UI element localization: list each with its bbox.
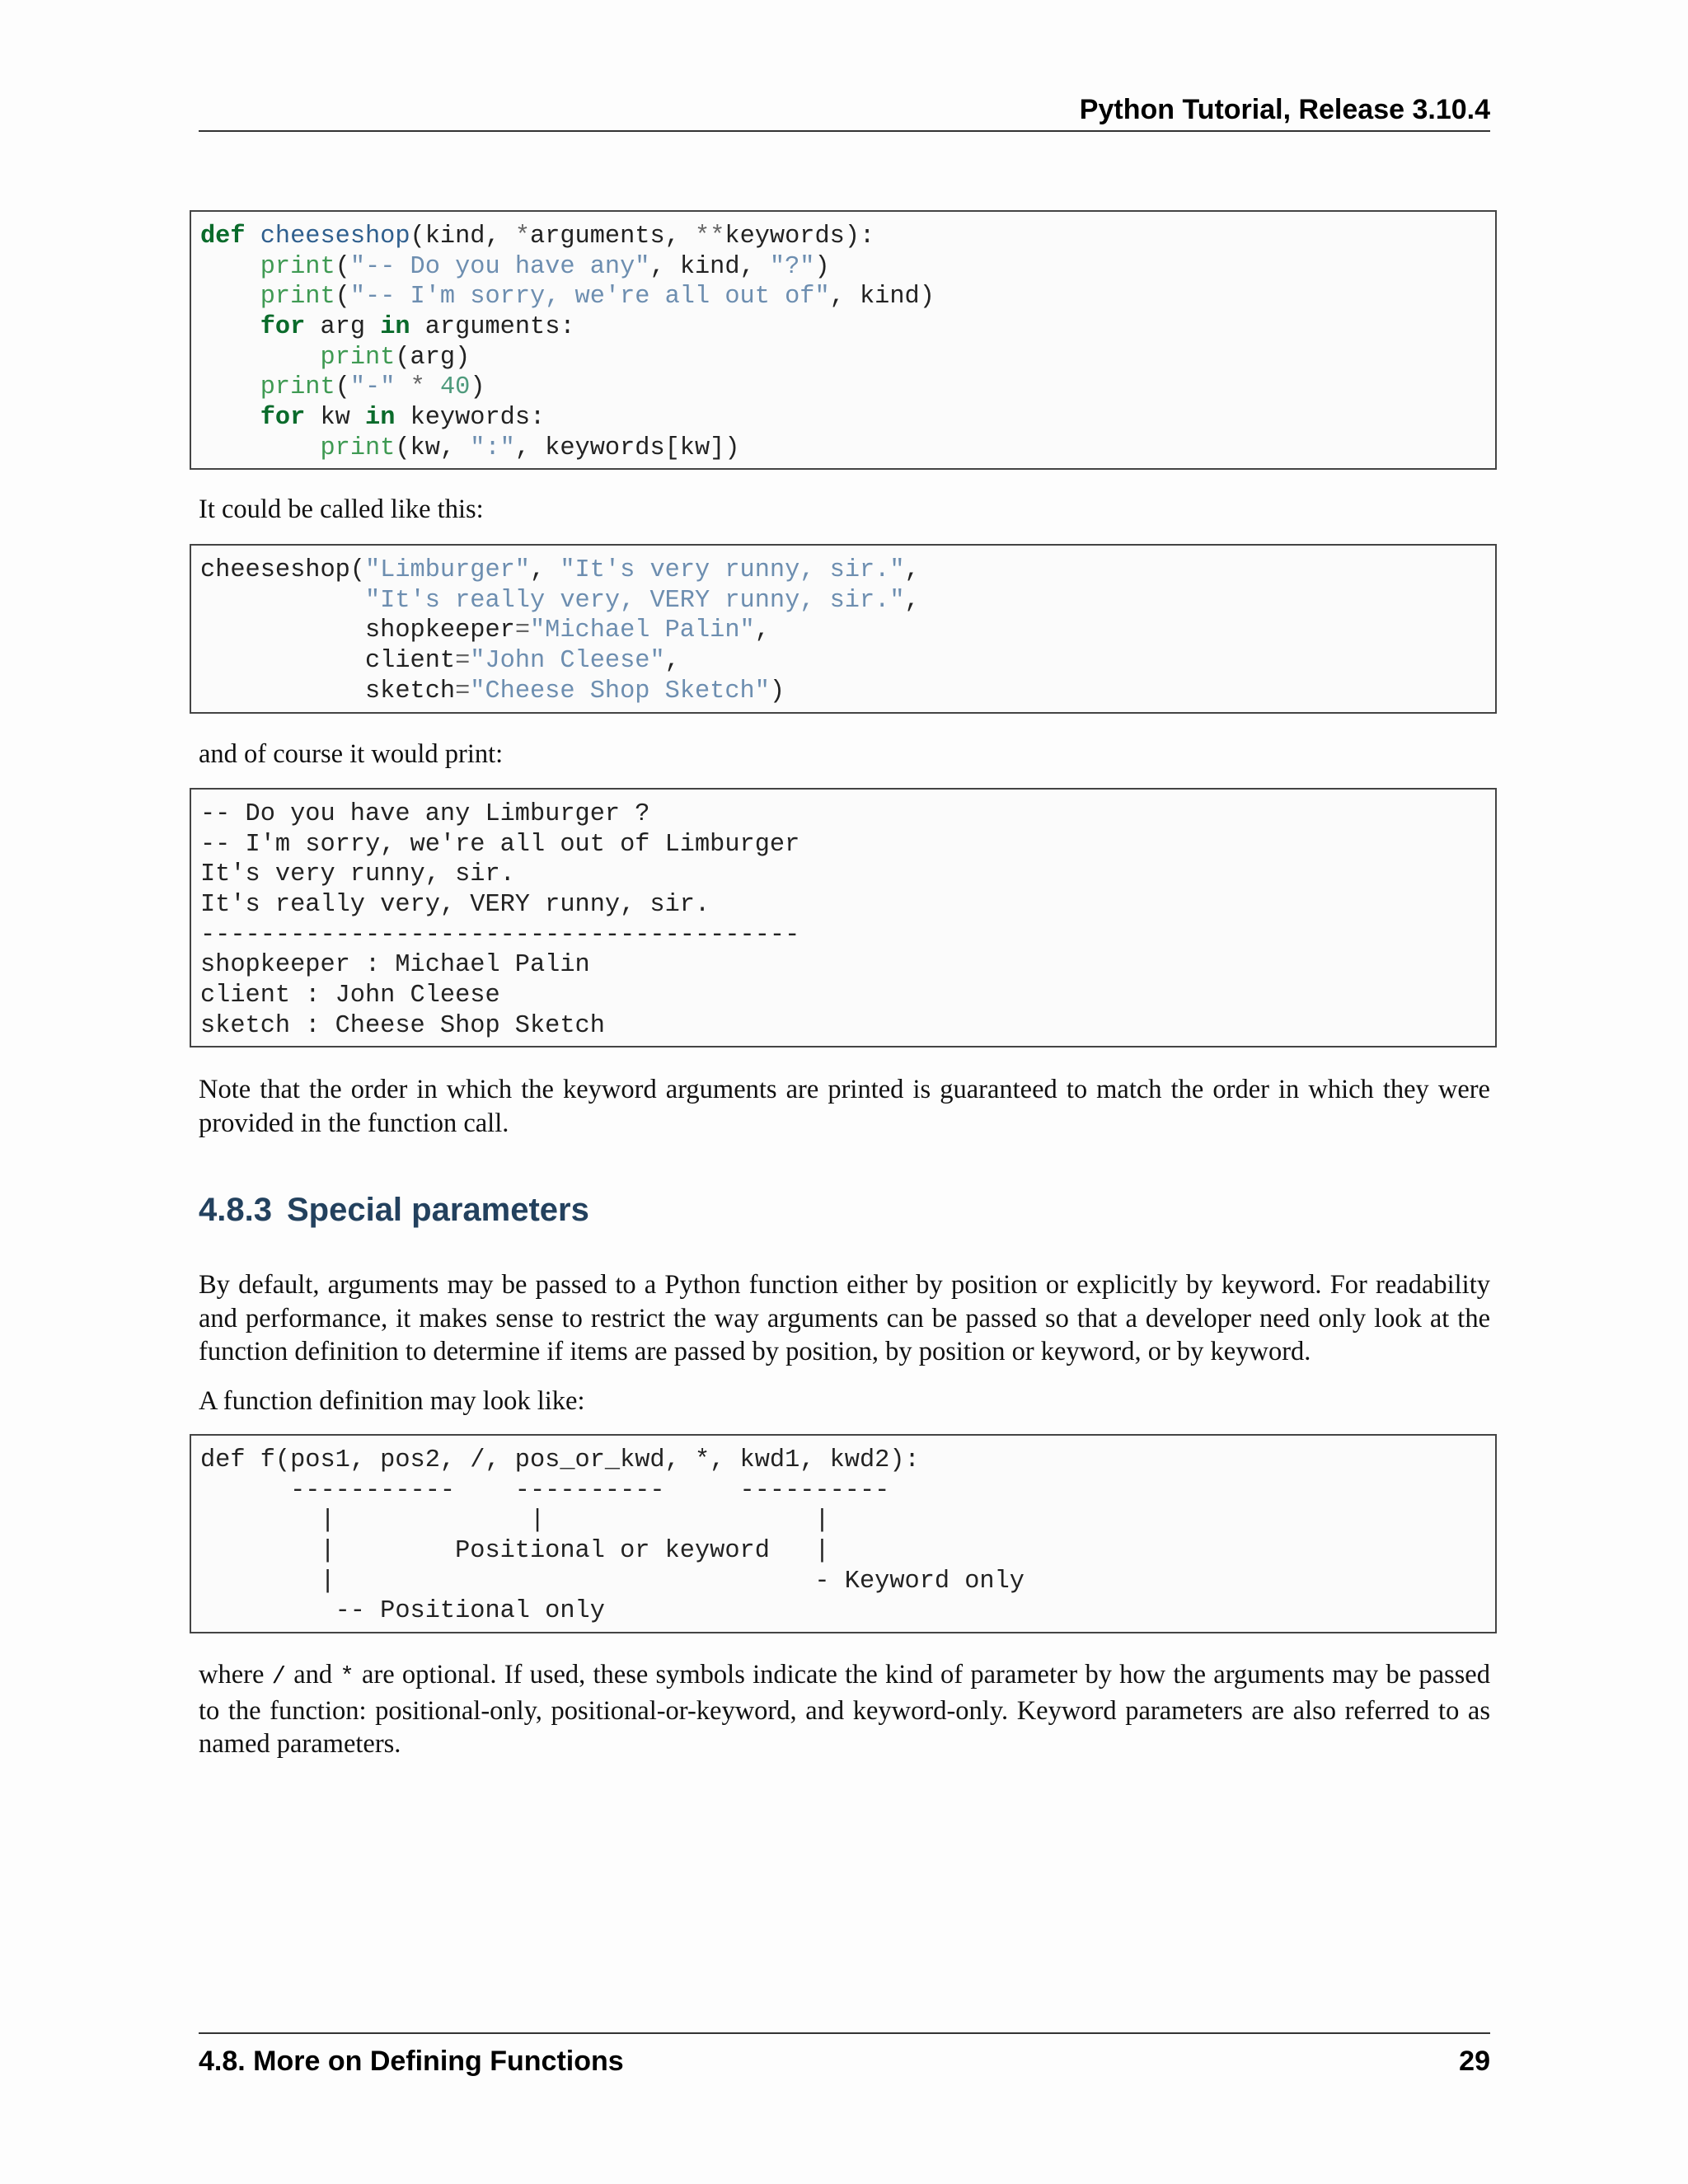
code-token: * <box>514 223 531 251</box>
code-token: ) <box>769 677 785 705</box>
code-token: sketch : Cheese Shop Sketch <box>200 1011 605 1040</box>
code-line <box>200 1567 1495 1597</box>
code-token: , <box>754 616 770 645</box>
code-token <box>200 373 260 401</box>
paragraph-may-look-like: A function definition may look like: <box>199 1386 585 1416</box>
code-token: "-- Do you have any" <box>349 252 650 281</box>
paragraph-by-default: By default, arguments may be passed to a Python function either by position or explicitly by keyword. For readability and performance, it makes sense to restrict the way arguments can be passed so that a developer need only look at the function definition to determine if items are passed by position, by position or keyword, or by keyword. <box>199 1270 1490 1366</box>
code-token: (kind, <box>410 223 515 251</box>
code-token: "It's very runny, sir." <box>560 556 905 584</box>
code-token: | - Keyword only <box>200 1567 1025 1596</box>
code-line <box>200 1011 1495 1042</box>
paragraph-called-like: It could be called like this: <box>199 494 484 524</box>
page-footer <box>199 2032 1490 2083</box>
code-token: -- Positional only <box>200 1597 605 1626</box>
page-header <box>199 92 1490 132</box>
code-token: for <box>260 313 306 342</box>
code-token <box>246 223 260 251</box>
footer-section-title: 4.8. More on Defining Functions <box>199 2046 624 2077</box>
code-token: keywords: <box>395 404 546 433</box>
code-token: 40 <box>439 373 471 402</box>
code-token: , <box>530 556 560 584</box>
code-line <box>200 981 1495 1011</box>
code-line <box>200 1446 1495 1476</box>
code-line <box>200 434 1495 464</box>
code-line <box>200 1506 1495 1536</box>
code-token: -- I'm sorry, we're all out of Limburger <box>200 830 800 859</box>
code-token: ----------- ---------- ---------- <box>200 1476 890 1505</box>
code-line <box>200 586 1495 616</box>
code-block-special-parameters <box>190 1434 1497 1633</box>
slash-symbol: / <box>271 1663 287 1690</box>
code-token: cheeseshop <box>260 223 410 251</box>
code-token: client : John Cleese <box>200 982 500 1010</box>
paragraph-where-optional <box>199 1658 1490 1761</box>
paragraph-would-print: and of course it would print: <box>199 739 504 769</box>
paragraph-note-order: Note that the order in which the keyword arguments are printed is guaranteed to match the order in which they were provided in the function call. <box>199 1075 1490 1138</box>
code-token: client <box>200 647 456 676</box>
code-token: It's very runny, sir. <box>200 860 515 889</box>
code-line <box>200 343 1495 373</box>
code-token: print <box>260 373 335 402</box>
code-token: | | | <box>200 1507 830 1535</box>
code-token: def f(pos1, pos2, /, pos_or_kwd, *, kwd1, kwd2): <box>200 1446 920 1474</box>
code-token: ** <box>695 223 725 251</box>
code-token: arguments: <box>410 313 575 342</box>
code-token: , <box>904 556 920 584</box>
code-token: for <box>260 404 306 433</box>
code-token: ) <box>814 252 830 281</box>
code-token: shopkeeper : Michael Palin <box>200 951 590 980</box>
code-token: = <box>455 647 471 676</box>
code-token: (arg) <box>395 343 471 372</box>
code-line <box>200 403 1495 434</box>
code-token: "Michael Palin" <box>530 616 755 645</box>
code-line <box>200 252 1495 283</box>
section-number: 4.8.3 <box>199 1192 272 1228</box>
where-text-3: are optional. If used, these symbols indicate the kind of parameter by how the arguments may be passed to the function: positional-only, positional-or-keyword, and keyword-only. Keyword parameters are also referred to as named parameters. <box>199 1660 1490 1759</box>
code-token: , <box>664 647 680 676</box>
code-token: print <box>260 252 335 281</box>
code-token: (kw, <box>395 434 471 462</box>
code-token: sketch <box>200 677 456 705</box>
code-token: cheeseshop( <box>200 556 365 584</box>
code-token: arguments, <box>530 223 696 251</box>
code-line <box>200 860 1495 890</box>
code-token: print <box>260 283 335 312</box>
page-number: 29 <box>1459 2046 1490 2077</box>
code-token: ( <box>335 252 350 281</box>
running-header-title: Python Tutorial, Release 3.10.4 <box>1079 94 1490 125</box>
code-token: print <box>320 343 396 372</box>
code-line <box>200 646 1495 677</box>
code-token: ":" <box>470 434 515 462</box>
code-token: , <box>904 586 920 615</box>
code-token: , keywords[kw]) <box>514 434 740 462</box>
code-token <box>200 344 320 372</box>
section-heading <box>199 1189 589 1230</box>
code-line <box>200 830 1495 860</box>
code-token <box>200 253 260 281</box>
code-block-cheeseshop-definition <box>190 210 1497 470</box>
code-token: ---------------------------------------- <box>200 921 800 949</box>
code-line <box>200 373 1495 403</box>
code-token: = <box>455 677 471 705</box>
code-token: , kind, <box>649 252 770 281</box>
code-token: = <box>514 616 530 645</box>
code-token <box>200 283 260 311</box>
code-line <box>200 799 1495 830</box>
code-token: keywords): <box>724 223 875 251</box>
code-token: "It's really very, VERY runny, sir." <box>365 586 905 615</box>
code-token: * <box>410 373 425 402</box>
code-token: "?" <box>769 252 815 281</box>
where-text-2: and <box>286 1660 340 1690</box>
code-token <box>200 313 260 341</box>
code-token: in <box>365 404 396 433</box>
code-token: in <box>380 313 410 342</box>
code-line <box>200 890 1495 921</box>
code-line <box>200 616 1495 646</box>
code-token: shopkeeper <box>200 616 515 645</box>
code-line <box>200 677 1495 707</box>
section-title: Special parameters <box>286 1192 589 1228</box>
code-token <box>425 373 440 401</box>
code-line <box>200 282 1495 312</box>
code-line <box>200 1536 1495 1567</box>
code-token: kw <box>305 404 366 433</box>
star-symbol: * <box>340 1663 354 1690</box>
code-token <box>395 373 410 401</box>
code-line <box>200 1476 1495 1507</box>
code-token: "John Cleese" <box>470 647 665 676</box>
code-token: | Positional or keyword | <box>200 1537 830 1566</box>
code-token: , kind) <box>829 283 935 312</box>
code-block-cheeseshop-output <box>190 788 1497 1047</box>
code-token: ( <box>335 373 350 402</box>
where-text-1: where <box>199 1660 272 1690</box>
code-line <box>200 921 1495 951</box>
code-line <box>200 1596 1495 1627</box>
code-line <box>200 555 1495 586</box>
code-line <box>200 312 1495 343</box>
code-token: ( <box>335 283 350 312</box>
code-line <box>200 950 1495 981</box>
code-token: ) <box>470 373 485 402</box>
code-token <box>200 404 260 432</box>
code-token: "Cheese Shop Sketch" <box>470 677 770 705</box>
code-token <box>200 587 365 615</box>
code-token: It's really very, VERY runny, sir. <box>200 891 710 920</box>
code-token: "Limburger" <box>365 556 530 584</box>
code-token <box>200 434 320 462</box>
code-token: "-" <box>349 373 396 402</box>
code-line <box>200 222 1495 252</box>
code-block-cheeseshop-call <box>190 544 1497 714</box>
code-token: "-- I'm sorry, we're all out of" <box>349 283 830 312</box>
code-token: arg <box>305 313 381 342</box>
code-token: print <box>320 434 396 462</box>
code-token: -- Do you have any Limburger ? <box>200 800 650 828</box>
code-token: def <box>200 223 246 251</box>
